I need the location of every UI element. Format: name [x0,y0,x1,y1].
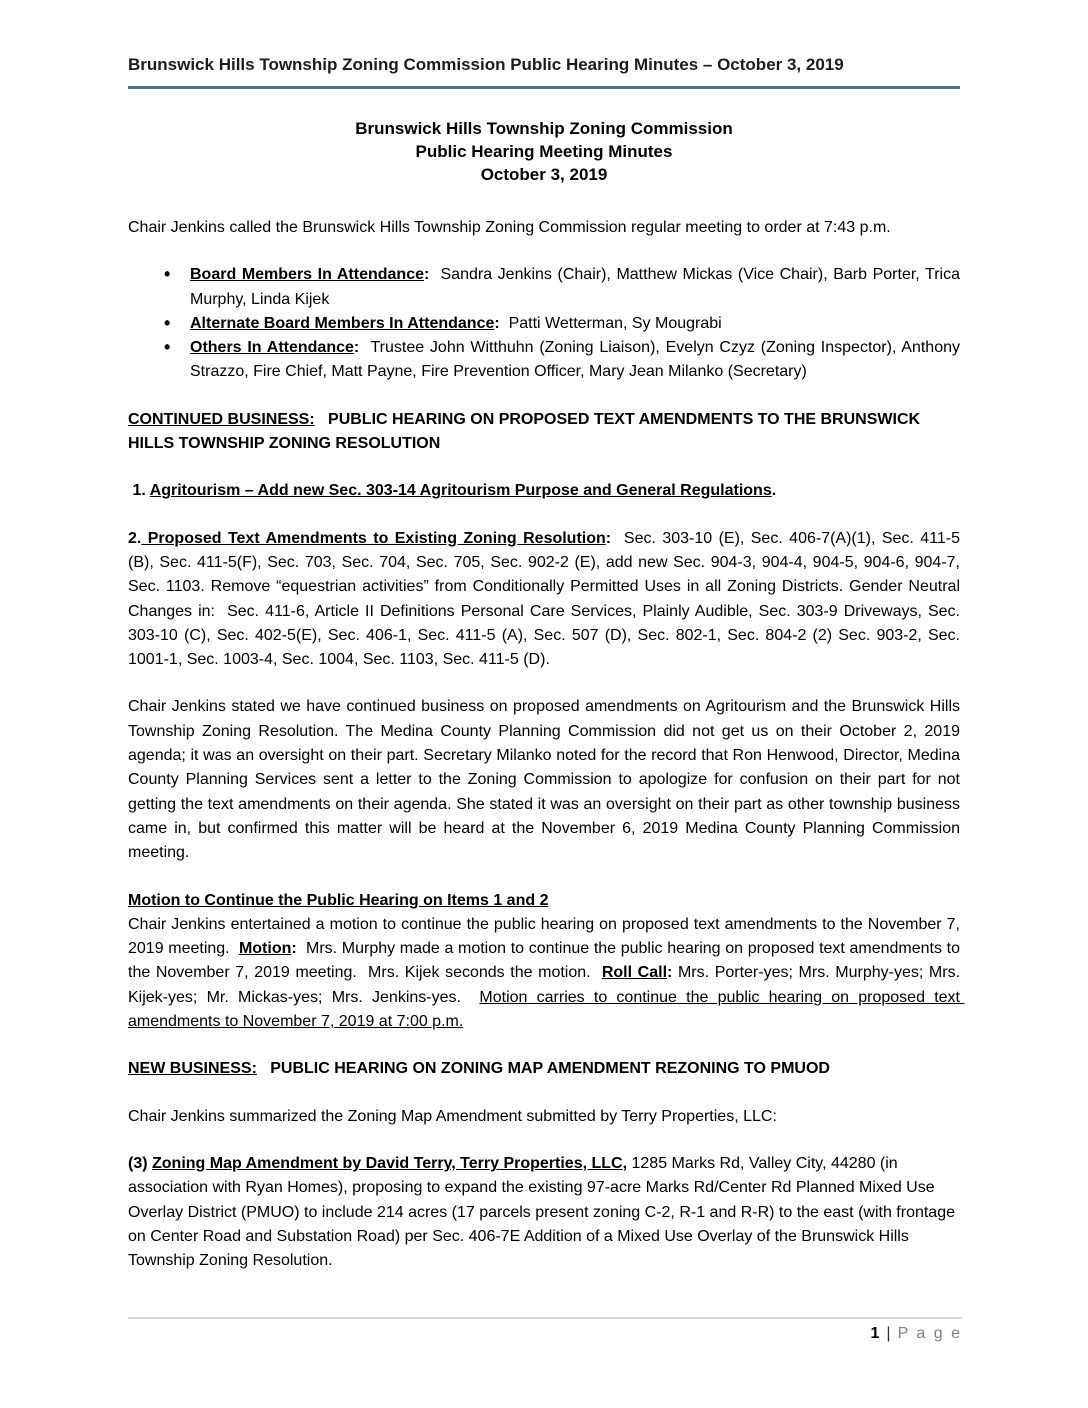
motion-heading: Motion to Continue the Public Hearing on Items 1 and 2 [128,891,549,909]
item1-number: 1. [128,482,150,500]
roll-call-votes: Mrs. Porter-yes; Mrs. Murphy-yes; Mrs. Kijek-yes; Mr. Mickas-yes; Mrs. Jenkins-yes. [128,964,965,1006]
agenda-item-2 [128,527,965,673]
roll-call-label: Roll Call [601,964,668,982]
document-title-line2: Public Hearing Meeting Minutes [415,142,673,161]
attendance-others-value: Trustee John Witthuhn (Zoning Liaison), Evelyn Czyz (Zoning Inspector), Anthony Strazzo, Fire Chief, Matt Payne, Fire Prevention Officer, Mary Jean Milanko (Secretary) [190,339,965,381]
item1-period: . [771,482,777,500]
item2-number: 2. [128,529,142,547]
item3-title: Zoning Map Amendment by David Terry, Terry Properties, LLC [152,1154,623,1172]
motion-carries-text: Motion carries to continue the public hearing on proposed text amendments to November 7, 2019 at 7:00 p.m. [128,988,965,1031]
attendance-board-label: Board Members In Attendance [190,266,424,284]
continued-business-label: CONTINUED BUSINESS: [128,410,315,428]
attendance-item-alternate [128,312,960,336]
motion-label: Motion [238,940,292,958]
attendance-board-value: Sandra Jenkins (Chair), Matthew Mickas (Vice Chair), Barb Porter, Trica Murphy, Linda Kijek [190,266,965,308]
item2-title: Proposed Text Amendments to Existing Zoning Resolution [141,529,606,547]
footer-separator: | [886,1325,891,1342]
agenda-item-1 [128,479,960,503]
document-title-line1: Brunswick Hills Township Zoning Commission [355,119,733,138]
continued-business-heading [128,408,960,457]
motion-label-colon: : [291,940,297,958]
page-footer [128,1317,962,1343]
summary-line: Chair Jenkins summarized the Zoning Map Amendment submitted by Terry Properties, LLC: [128,1107,777,1125]
opening-paragraph: Chair Jenkins called the Brunswick Hills Township Zoning Commission regular meeting to order at 7:43 p.m. [128,219,891,236]
document-title-line3: October 3, 2019 [480,165,608,184]
attendance-alternate-label: Alternate Board Members In Attendance [190,314,495,332]
discussion-paragraph: Chair Jenkins stated we have continued business on proposed amendments on Agritourism and the Brunswick Hills Township Zoning Resolution. The Medina County Planning Commission did not get us on their October 2, 2019 agenda; it was an oversight on their part. Secretary Milanko noted for the record that Ron Henwood, Director, Medina County Planning Services sent a letter to the Zoning Commission to apologize for confusion on their part for not getting the text amendments on their agenda. She stated it was an oversight on their part as other township business came in, but confirmed this matter will be heard at the November 6, 2019 Medina County Planning Commission meeting. [128,698,965,862]
attendance-board-colon: : [424,266,430,284]
item2-colon: : [605,529,612,547]
page-header [128,55,960,89]
attendance-alternate-colon: : [494,314,500,332]
motion-paragraph [128,913,965,1034]
item3-number: (3) [128,1154,152,1172]
footer-page-number: 1 [870,1325,880,1342]
header-title: Brunswick Hills Township Zoning Commission Public Hearing Minutes – October 3, 2019 [128,55,844,74]
new-business-text: PUBLIC HEARING ON ZONING MAP AMENDMENT REZONING TO PMUOD [256,1060,830,1078]
attendance-others-label: Others In Attendance [190,339,354,357]
attendance-item-others [128,336,965,385]
agenda-item-3 [128,1152,960,1273]
attendance-item-board [128,263,965,312]
item3-body: 1285 Marks Rd, Valley City, 44280 (in association with Ryan Homes), proposing to expand the existing 97-acre Marks Rd/Center Rd Planned Mixed Use Overlay District (PMUO) to include 214 acres (17 parcels present zoning C-2, R-1 and R-R) to the east (with frontage on Center Road and Substation Road) per Sec. 406-7E Addition of a Mixed Use Overlay of the Brunswick Hills Township Zoning Resolution. [128,1154,960,1270]
continued-business-text: PUBLIC HEARING ON PROPOSED TEXT AMENDMENTS TO THE BRUNSWICK HILLS TOWNSHIP ZONING RESOLUTION [128,410,925,453]
motion-text-2: Mrs. Murphy made a motion to continue the public hearing on proposed text amendments to the November 7, 2019 meeting. Mrs. Kijek seconds the motion. [128,940,965,982]
attendance-others-colon: : [353,339,360,357]
item1-title: Agritourism – Add new Sec. 303-14 Agritourism Purpose and General Regulations [149,482,772,500]
new-business-heading [128,1057,960,1081]
item3-comma: , [622,1154,628,1172]
item2-body: Sec. 303-10 (E), Sec. 406-7(A)(1), Sec. 411-5 (B), Sec. 411-5(F), Sec. 703, Sec. 704, Sec. 705, Sec. 902-2 (E), add new Sec. 904-3, 904-4, 904-5, 904-6, 904-7, Sec. 1103. Remove “equestrian activities” from Conditionally Permitted Uses in all Zoning Districts. Gender Neutral Changes in: Sec. 411-6, Article II Definitions Personal Care Services, Plainly Audible, Sec. 303-9 Driveways, Sec. 303-10 (C), Sec. 402-5(E), Sec. 406-1, Sec. 411-5 (A), Sec. 507 (D), Sec. 802-1, Sec. 804-2 (2) Sec. 903-2, Sec. 1001-1, Sec. 1003-4, Sec. 1004, Sec. 1103, Sec. 411-5 (D). [128,529,965,669]
footer-page-label: P a g e [897,1325,962,1342]
new-business-label: NEW BUSINESS: [128,1060,257,1078]
document-title-block [128,117,960,186]
attendance-alternate-value: Patti Wetterman, Sy Mougrabi [499,314,722,332]
attendance-list [128,263,965,384]
motion-text-1: Chair Jenkins entertained a motion to continue the public hearing on proposed text amendments to the November 7, 2019 meeting. [128,915,965,958]
roll-call-colon: : [667,964,673,982]
